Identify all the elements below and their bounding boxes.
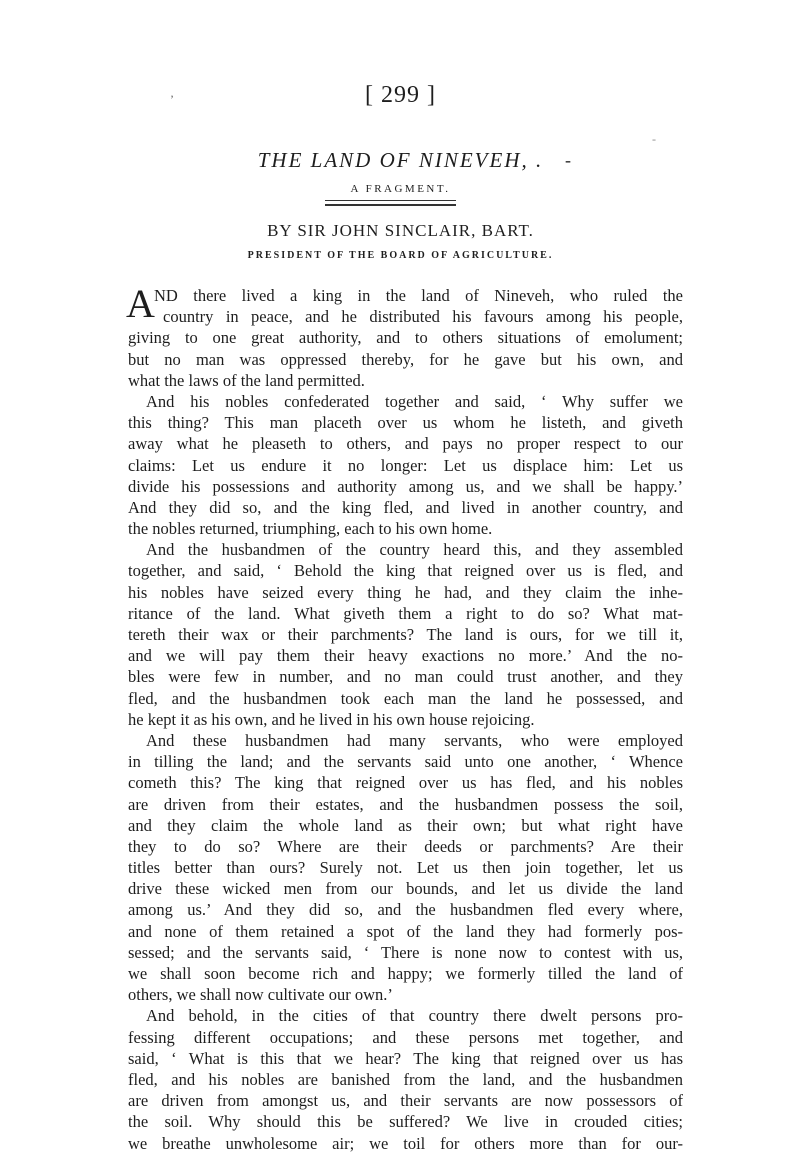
text-line: drive these wicked men from our bounds, and let us divide the land xyxy=(128,879,683,899)
author-byline: BY SIR JOHN SINCLAIR, BART. xyxy=(267,221,534,240)
text-line: And his nobles confederated together and said, ‘ Why suffer we xyxy=(146,391,683,411)
title-rule-thick xyxy=(325,204,456,206)
text-line: he kept it as his own, and he lived in his own house rejoicing. xyxy=(128,709,535,729)
text-line: bles were few in number, and no man could trust another, and they xyxy=(128,667,683,687)
text-line: but no man was oppressed thereby, for he gave but his own, and xyxy=(128,349,683,369)
text-line: and none of them retained a spot of the land they had formerly pos- xyxy=(128,921,683,941)
page-number: [ 299 ] xyxy=(365,82,436,108)
article-title: THE LAND OF NINEVEH, . xyxy=(257,148,544,172)
text-line: we breathe unwholesome air; we toil for others more than for our- xyxy=(128,1133,683,1153)
title-rule-thin xyxy=(325,200,456,201)
text-line: claims: Let us endure it no longer: Let us displace him: Let us xyxy=(128,455,683,475)
text-line: the nobles returned, triumphing, each to his own home. xyxy=(128,519,493,539)
text-line: are driven from their estates, and the husbandmen possess the soil, xyxy=(128,794,683,814)
text-line: fessing different occupations; and these persons met together, and xyxy=(128,1027,683,1047)
text-line: cometh this? The king that reigned over us has fled, and his nobles xyxy=(128,773,683,793)
text-line: sessed; and the servants said, ‘ There is none now to contest with us, xyxy=(128,942,683,962)
text-line: this thing? This man placeth over us whom he listeth, and giveth xyxy=(128,413,683,433)
text-line: the soil. Why should this be suffered? We live in crouded cities; xyxy=(128,1112,683,1132)
text-line: titles better than ours? Surely not. Let us then join together, let us xyxy=(128,858,683,878)
text-line: in tilling the land; and the servants said unto one another, ‘ Whence xyxy=(128,752,683,772)
text-line: they to do so? Where are their deeds or parchments? Are their xyxy=(128,836,683,856)
text-line: And they did so, and the king fled, and lived in another country, and xyxy=(128,497,683,517)
text-line: country in peace, and he distributed his favours among his people, xyxy=(163,307,683,327)
text-line: others, we shall now cultivate our own.’ xyxy=(128,985,393,1005)
text-line: And these husbandmen had many servants, who were employed xyxy=(146,730,683,750)
text-line: said, ‘ What is this that we hear? The king that reigned over us has xyxy=(128,1048,683,1068)
article-subtitle: A FRAGMENT. xyxy=(350,183,451,195)
text-line: we shall soon become rich and happy; we formerly tilled the land of xyxy=(128,964,683,983)
text-line: divide his possessions and authority among us, and we shall be happy.’ xyxy=(128,476,683,496)
author-affiliation: PRESIDENT OF THE BOARD OF AGRICULTURE. xyxy=(247,250,554,261)
text-line: fled, and the husbandmen took each man the land he possessed, and xyxy=(128,688,683,708)
text-line: and we will pay them their heavy exactions no more.’ And the no- xyxy=(128,646,683,666)
text-line: tereth their wax or their parchments? The land is ours, for we till it, xyxy=(128,625,683,644)
text-line: his nobles have seized every thing he had, and they claim the inhe- xyxy=(128,582,683,602)
text-line: ND there lived a king in the land of Nineveh, who ruled the xyxy=(154,286,683,305)
text-line: And behold, in the cities of that country there dwelt persons pro- xyxy=(146,1006,683,1026)
text-line: and they claim the whole land as their own; but what right have xyxy=(128,815,683,835)
text-line: are driven from amongst us, and their servants are now possessors of xyxy=(128,1091,683,1111)
text-line: fled, and his nobles are banished from the land, and the husbandmen xyxy=(128,1069,683,1089)
text-line: away what he pleaseth to others, and pays no proper respect to our xyxy=(128,434,683,454)
text-line: among us.’ And they did so, and the husbandmen fled every where, xyxy=(128,900,683,920)
drop-cap: A xyxy=(126,281,155,326)
article-body xyxy=(126,281,683,1154)
stray-mark-left: ’ xyxy=(170,92,174,106)
text-line: giving to one great authority, and to others situations of emolument; xyxy=(128,328,683,348)
text-line: ritance of the land. What giveth them a right to do so? What mat- xyxy=(128,603,683,623)
stray-mark-right: - xyxy=(652,132,656,146)
text-line: together, and said, ‘ Behold the king that reigned over us is fled, and xyxy=(128,561,683,581)
title-stray-mark: - xyxy=(565,150,571,170)
text-line: And the husbandmen of the country heard this, and they assembled xyxy=(146,540,683,560)
text-line: what the laws of the land permitted. xyxy=(128,370,365,390)
